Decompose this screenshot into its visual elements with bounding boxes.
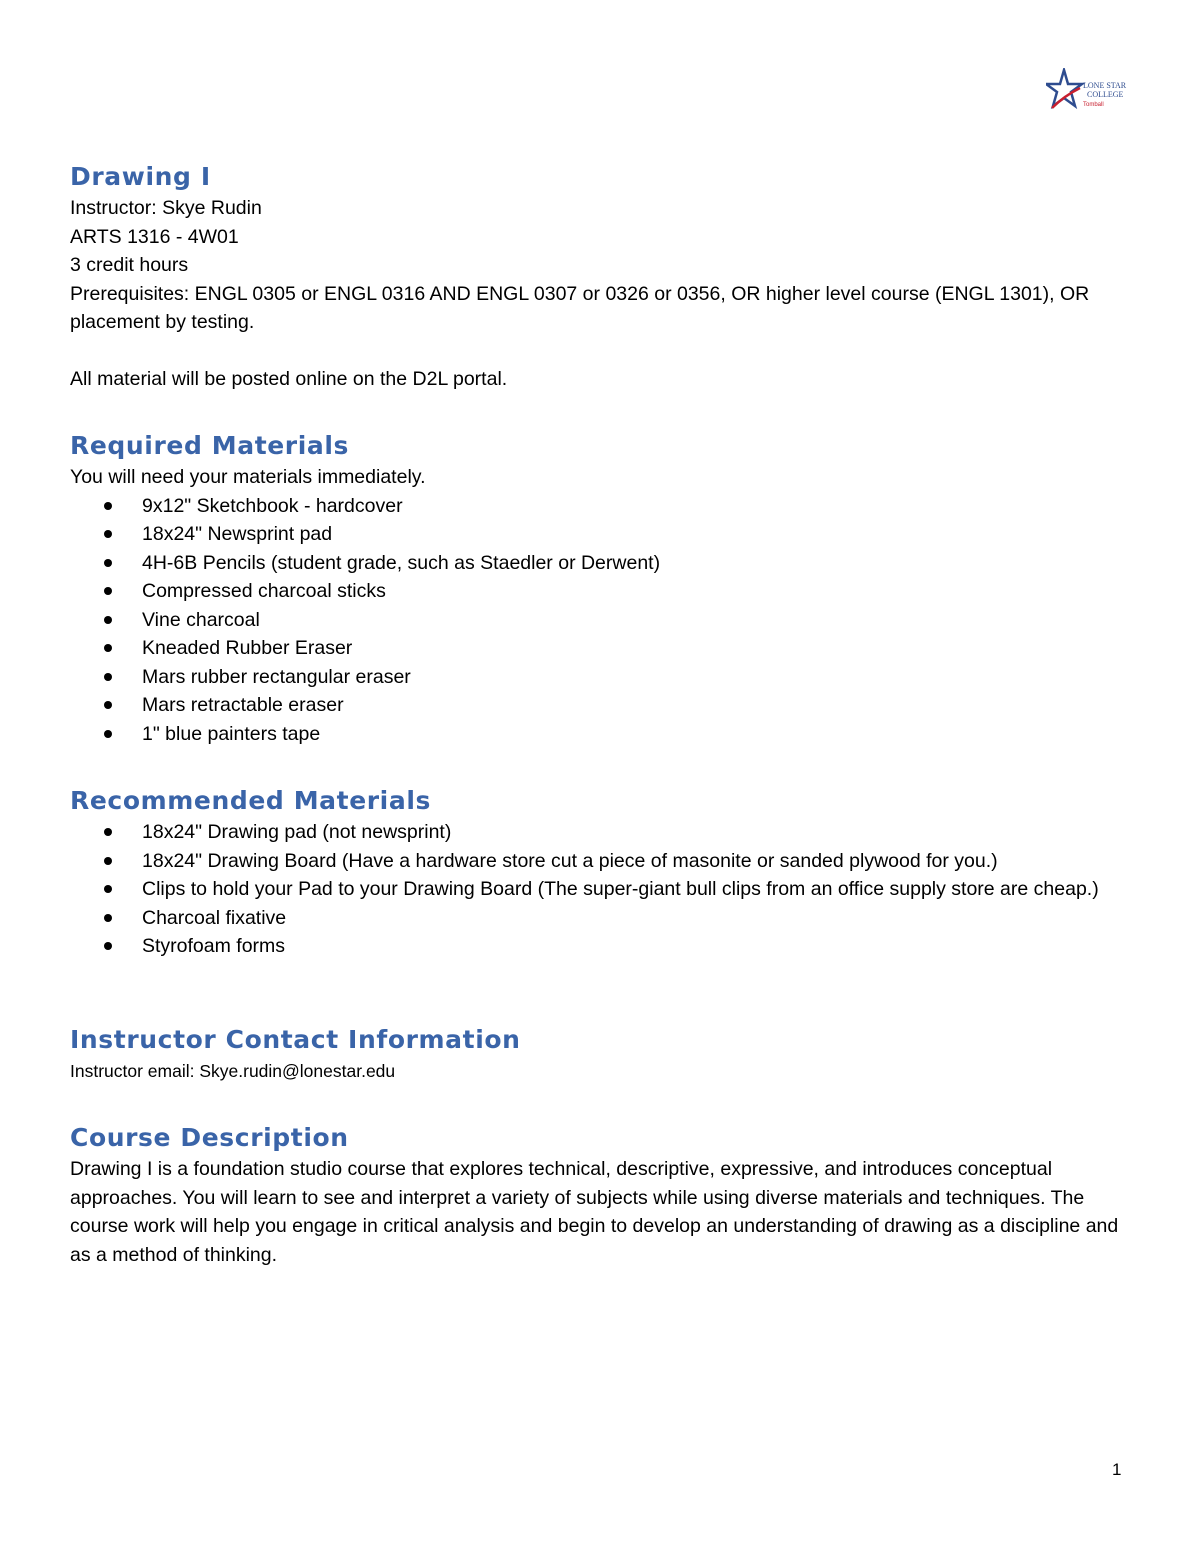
contact-heading: Instructor Contact Information [70, 1024, 521, 1054]
prerequisites: Prerequisites: ENGL 0305 or ENGL 0316 AND ENGL 0307 or 0326 or 0356, OR higher level course (ENGL 1301), OR placement by testing. [70, 282, 1090, 333]
required-materials-list [70, 492, 1140, 749]
posting-note: All material will be posted online on the D2L portal. [70, 367, 508, 390]
syllabus-content [70, 160, 1140, 1269]
course-description-heading: Course Description [70, 1123, 349, 1152]
star-logo-icon [1046, 68, 1132, 114]
list-item: 18x24" Newsprint pad [70, 520, 1140, 549]
recommended-materials-heading: Recommended Materials [70, 786, 431, 815]
credit-hours: 3 credit hours [70, 254, 189, 276]
required-materials-intro: You will need your materials immediately. [70, 466, 426, 488]
list-item: 18x24" Drawing Board (Have a hardware store cut a piece of masonite or sanded plywood for you.) [70, 847, 1140, 876]
course-title: Drawing I [70, 162, 211, 191]
lone-star-college-logo [1046, 68, 1132, 114]
logo-tagline: Tomball [1083, 102, 1104, 108]
course-code: ARTS 1316 - 4W01 [70, 225, 239, 248]
logo-name-line1: LONE STAR [1083, 81, 1127, 90]
course-description-text: Drawing I is a foundation studio course that explores technical, descriptive, expressive, and introduces conceptual approaches. You will learn to see and interpret a variety of subjects while using diverse materials and techniques. The course work will help you engage in critical analysis and begin to develop an understanding of drawing as a discipline and as a method of thinking. [70, 1158, 1119, 1266]
list-item: Mars retractable eraser [70, 691, 1140, 720]
list-item: Mars rubber rectangular eraser [70, 663, 1140, 692]
recommended-materials-list [70, 818, 1140, 961]
list-item: 9x12" Sketchbook - hardcover [70, 492, 1140, 521]
list-item: Vine charcoal [70, 606, 1140, 635]
required-materials-heading: Required Materials [70, 431, 350, 460]
list-item: Charcoal fixative [70, 904, 1140, 933]
list-item: 4H-6B Pencils (student grade, such as Staedler or Derwent) [70, 549, 1140, 578]
list-item: Compressed charcoal sticks [70, 577, 1140, 606]
logo-name-line2: COLLEGE [1087, 90, 1124, 99]
page-number: 1 [1112, 1460, 1122, 1479]
instructor-line: Instructor: Skye Rudin [70, 197, 262, 219]
list-item: Styrofoam forms [70, 932, 1140, 961]
list-item: Kneaded Rubber Eraser [70, 634, 1140, 663]
list-item: 18x24" Drawing pad (not newsprint) [70, 818, 1140, 847]
list-item: Clips to hold your Pad to your Drawing Board (The super-giant bull clips from an office supply store are cheap.) [70, 875, 1140, 904]
instructor-email[interactable]: Instructor email: Skye.rudin@lonestar.edu [70, 1060, 396, 1081]
list-item: 1" blue painters tape [70, 720, 1140, 749]
